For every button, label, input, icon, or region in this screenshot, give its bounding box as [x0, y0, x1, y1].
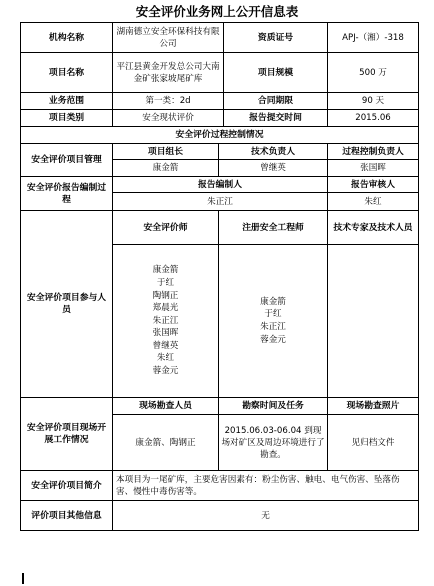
management-tech: 曾继英: [219, 160, 328, 177]
text-cursor-icon: [22, 573, 24, 584]
row-report-headers: [21, 177, 419, 193]
site-header-time: 勘察时间及任务: [219, 398, 328, 415]
evaluator-name: 蓉金元: [152, 366, 179, 377]
row-personnel-headers: [21, 211, 419, 245]
report-time-value: 2015.06: [328, 110, 419, 127]
report-header-reviewer: 报告审核人: [328, 177, 419, 193]
report-reviewer: 朱红: [328, 193, 419, 211]
management-label: 安全评价项目管理: [21, 144, 113, 177]
site-work-label: 安全评价项目现场开展工作情况: [21, 398, 113, 471]
evaluator-name: 于红: [156, 277, 175, 288]
management-header-control: 过程控制负责人: [328, 144, 419, 160]
cert-value: APJ-（湘）-318: [328, 23, 419, 53]
scope-value: 第一类：2d: [113, 93, 224, 110]
evaluator-name: 曾继英: [152, 340, 179, 351]
engineer-list: [219, 245, 328, 398]
project-label: 项目名称: [21, 53, 113, 93]
info-table: [20, 22, 419, 531]
site-header-staff: 现场勘查人员: [113, 398, 219, 415]
evaluator-name: 张国晖: [152, 328, 179, 339]
expert-list: [328, 245, 419, 398]
site-time-task: 2015.06.03-06.04 到现场对矿区及周边环境进行了勘查。: [219, 415, 328, 471]
site-photos: 见归档文件: [328, 415, 419, 471]
project-value: 平江县黄金开发总公司大南金矿张家坡尾矿库: [113, 53, 224, 93]
report-header-author: 报告编制人: [113, 177, 328, 193]
report-time-label: 报告提交时间: [224, 110, 328, 127]
row-other: [21, 501, 419, 531]
row-management-headers: [21, 144, 419, 160]
site-header-photos: 现场勘查照片: [328, 398, 419, 415]
management-header-leader: 项目组长: [113, 144, 219, 160]
engineer-name: 蓉金元: [260, 334, 286, 345]
institution-value: 湖南德立安全环保科技有限公司: [113, 23, 224, 53]
row-category: [21, 110, 419, 127]
report-process-label: 安全评价报告编制过程: [21, 177, 113, 211]
evaluator-name: 朱红: [156, 353, 175, 364]
engineer-name: 朱正江: [260, 322, 286, 332]
personnel-header-evaluator: 安全评价师: [113, 211, 219, 245]
other-label: 评价项目其他信息: [21, 501, 113, 531]
page-title: 安全评价业务网上公开信息表: [135, 4, 299, 19]
period-label: 合同期限: [224, 93, 328, 110]
evaluator-name: 康金箭: [152, 265, 179, 276]
period-value: 90 天: [328, 93, 419, 110]
evaluator-name: 陶钢正: [152, 290, 179, 301]
evaluator-name: 郑晨光: [152, 303, 179, 314]
summary-label: 安全评价项目简介: [21, 471, 113, 501]
management-control: 张国晖: [328, 160, 419, 177]
evaluator-name: 朱正江: [152, 315, 179, 326]
summary-value: 本项目为一尾矿库，主要危害因素有：粉尘伤害、触电、电气伤害、坠落伤害、慢性中毒伤害等。: [113, 471, 419, 501]
personnel-label: 安全评价项目参与人员: [21, 211, 113, 398]
institution-label: 机构名称: [21, 23, 113, 53]
row-project: [21, 53, 419, 93]
scope-label: 业务范围: [21, 93, 113, 110]
report-author: 朱正江: [113, 193, 328, 211]
category-label: 项目类别: [21, 110, 113, 127]
scale-label: 项目规模: [224, 53, 328, 93]
personnel-header-expert: 技术专家及技术人员: [328, 211, 419, 245]
personnel-header-engineer: 注册安全工程师: [219, 211, 328, 245]
row-summary: [21, 471, 419, 501]
engineer-name: 于红: [264, 309, 282, 320]
row-scope: [21, 93, 419, 110]
other-value: 无: [113, 501, 419, 531]
row-process-heading: [21, 127, 419, 144]
management-leader: 康金箭: [113, 160, 219, 177]
engineer-name: 康金箭: [260, 296, 286, 307]
management-header-tech: 技术负责人: [219, 144, 328, 160]
row-site-headers: [21, 398, 419, 415]
evaluator-list: [113, 245, 219, 398]
row-institution: [21, 23, 419, 53]
category-value: 安全现状评价: [113, 110, 224, 127]
scale-value: 500 万: [328, 53, 419, 93]
site-staff: 康金箭、陶钢正: [113, 415, 219, 471]
process-section-heading: 安全评价过程控制情况: [21, 127, 419, 144]
cert-label: 资质证号: [224, 23, 328, 53]
